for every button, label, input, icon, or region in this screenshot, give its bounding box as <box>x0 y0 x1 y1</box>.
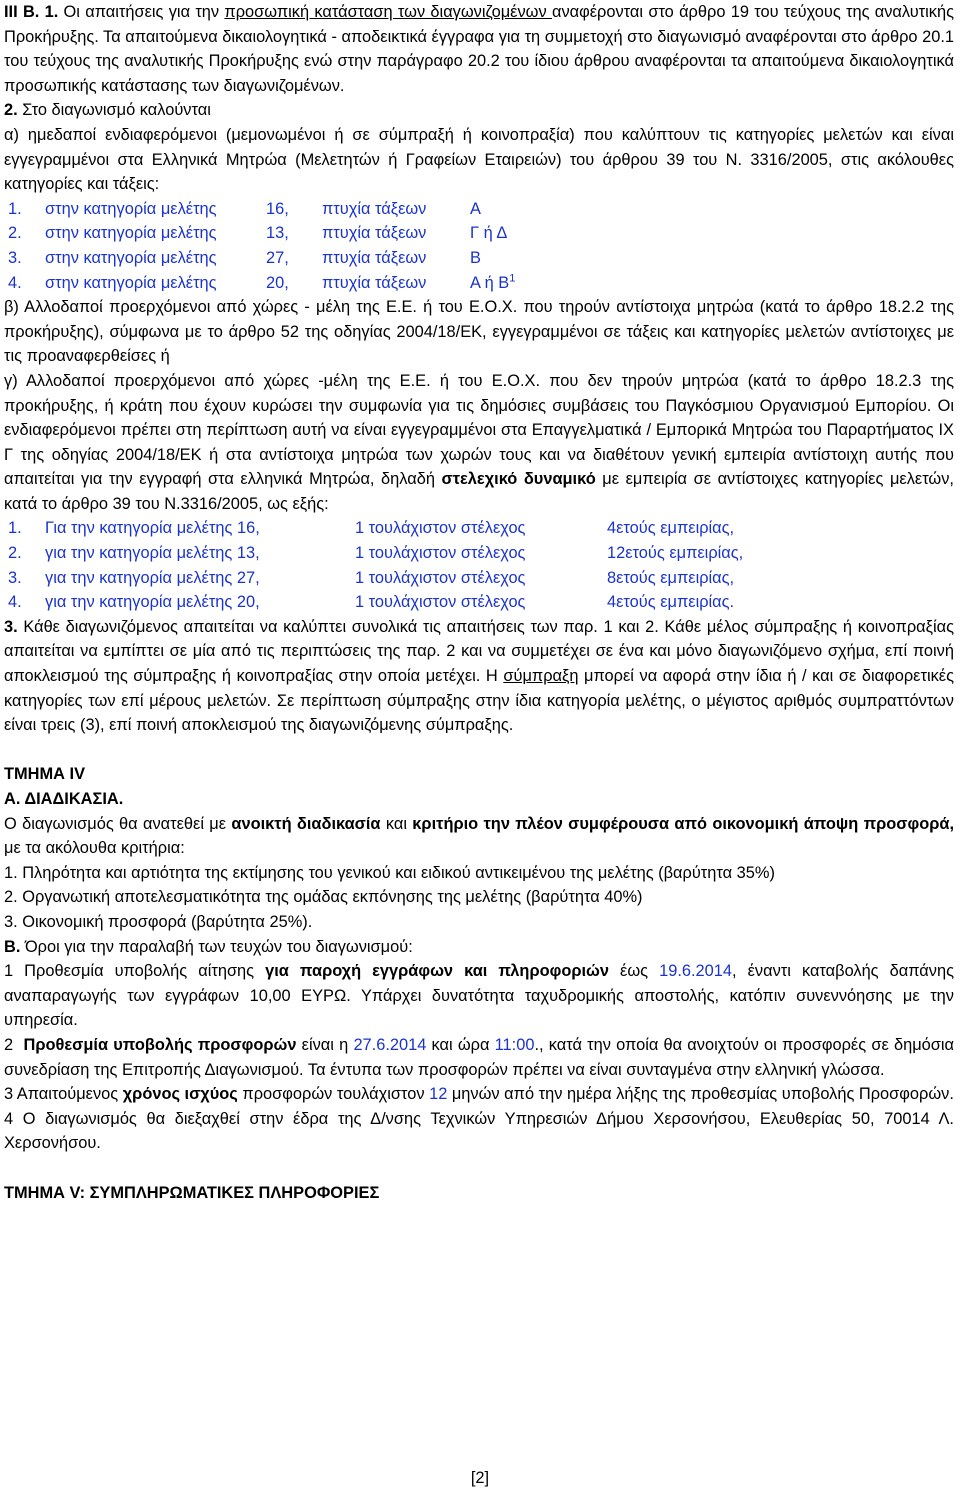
validity-months: 12 <box>429 1085 448 1104</box>
term-4: 4 Ο διαγωνισμός θα διεξαχθεί στην έδρα της Δ/νσης Τεχνικών Υπηρεσιών Δήμου Χερσονήσου, Ελευθερίας 50, 70014 Λ. Χερσονήσου. <box>4 1109 954 1153</box>
term-3: 3 Απαιτούμενος χρόνος ισχύος προσφορών τουλάχιστον 12 μηνών από την ημέρα λήξης της προθεσμίας υποβολής Προσφορών. <box>4 1085 954 1104</box>
section-b-heading: Β. Όροι για την παραλαβή των τευχών του διαγωνισμού: <box>4 937 413 956</box>
footnote-marker: 1 <box>509 272 516 285</box>
paragraph-domestic: α) ημεδαποί ενδιαφερόμενοι (μεμονωμένοι ή σε σύμπραξή ή κοινοπραξία) που καλύπτουν τις κατηγορίες μελετών και είναι εγγεγραμμένοι στα Ελληνικά Μητρώα (Μελετητών ή Γραφείων Εταιρειών) του άρθρου 39 του Ν. 3316/2005, στις ακόλουθες κατηγορίες και τάξεις: <box>4 125 954 194</box>
list-item: 3. για την κατηγορία μελέτης 27, 1 τουλάχιστον στέλεχος 8ετούς εμπειρίας, <box>8 568 735 587</box>
term-1: 1 Προθεσμία υποβολής αίτησης για παροχή εγγράφων και πληροφοριών έως 19.6.2014, έναντι καταβολής δαπάνης αναπαραγωγής των εγγράφων 10,00 ΕΥΡΩ. Υπάρχει δυνατότητα ταχυδρομικής αποστολής, κατόπιν συνεννόησης με την υπηρεσία. <box>4 962 954 1030</box>
list-item: 4. στην κατηγορία μελέτης 20, πτυχία τάξεων Α ή $B^1$ <box>8 272 516 292</box>
criterion-1: 1. Πληρότητα και αρτιότητα της εκτίμησης του γενικού και ειδικού αντικειμένου της μελέτης (βαρύτητα 35%) <box>4 863 775 882</box>
list-item: 3. στην κατηγορία μελέτης 27, πτυχία τάξεων Β <box>8 248 481 267</box>
deadline-time: 11:00 <box>494 1035 535 1054</box>
section-title-iv: ΤΜΗΜΑ IV <box>4 765 86 784</box>
page-number: [2] <box>470 1469 490 1487</box>
category-list <box>4 197 954 295</box>
section-title-procedure: Α. ΔΙΑΔΙΚΑΣΙΑ. <box>4 790 124 808</box>
section-title-v: ΤΜΗΜΑ V: ΣΥΜΠΛΗΡΩΜΑΤΙΚΕΣ ΠΛΗΡΟΦΟΡΙΕΣ <box>4 1183 380 1202</box>
deadline-date-documents: 19.6.2014 <box>659 962 733 981</box>
deadline-date-offers: 27.6.2014 <box>353 1035 427 1054</box>
criterion-2: 2. Οργανωτική αποτελεσματικότητα της ομάδας εκπόνησης της μελέτης (βαρύτητα 40%) <box>4 888 643 907</box>
paragraph-invited: 2. Στο διαγωνισμό καλούνται <box>4 101 211 120</box>
paragraph-personal-status: III Β. 1. Οι απαιτήσεις για την προσωπική κατάσταση των διαγωνιζομένων αναφέρονται στο άρθρο 19 του τεύχους της αναλυτικής Προκήρυξης. Τα απαιτούμενα δικαιολογητικά - αποδεικτικά έγγραφα για τη συμμετοχή στο διαγωνισμό αναφέρονται στο άρθρο 20.1 του τεύχους της αναλυτικής Προκήρυξης ενώ στην παράγραφο 20.2 του ίδιου άρθρου αναφέρονται τα απαιτούμενα δικαιολογητικά προσωπικής κατάστασης των διαγωνιζομένων. <box>4 3 955 95</box>
list-item: 4. για την κατηγορία μελέτης 20, 1 τουλάχιστον στέλεχος 4ετούς εμπειρίας. <box>8 593 735 612</box>
list-item: 1. Για την κατηγορία μελέτης 16, 1 τουλάχιστον στέλεχος 4ετούς εμπειρίας, <box>8 519 735 538</box>
list-item: 1. στην κατηγορία μελέτης 16, πτυχία τάξεων Α <box>8 199 481 218</box>
underlined-phrase: προσωπική κατάσταση των διαγωνιζομένων <box>224 3 552 21</box>
paragraph-award: Ο διαγωνισμός θα ανατεθεί με ανοικτή διαδικασία και κριτήριο την πλέον συμφέρουσα από οικονομική άποψη προσφορά, με τα ακόλουθα κριτήρια: <box>4 814 955 858</box>
section-heading-iii-b1: III Β. 1. <box>4 3 59 21</box>
paragraph-foreign-registered: β) Αλλοδαποί προερχόμενοι από χώρες - μέλη της Ε.Ε. ή του Ε.Ο.Χ. που τηρούν αντίστοιχα μητρώα (κατά το άρθρο 18.2.2 της προκήρυξης), σύμφωνα με το άρθρο 52 της οδηγίας 2004/18/ΕΚ, εγγεγραμμένοι σε τάξεις και κατηγορίες μελετών αντίστοιχες με τις προαναφερθείσες ή <box>4 298 954 366</box>
term-2: 2 Προθεσμία υποβολής προσφορών είναι η 27.6.2014 και ώρα 11:00., κατά την οποία θα ανοιχτούν οι προσφορές σε δημόσια συνεδρίαση της Επιτροπής Διαγωνισμού. Τα έντυπα των προσφορών πρέπει να είναι συνταγμένα στην ελληνική γλώσσα. <box>4 1035 954 1079</box>
list-item: 2. στην κατηγορία μελέτης 13, πτυχία τάξεων Γ ή Δ <box>8 224 508 243</box>
staff-list <box>4 516 954 614</box>
list-item: 2. για την κατηγορία μελέτης 13, 1 τουλάχιστον στέλεχος 12ετούς εμπειρίας, <box>8 544 744 563</box>
paragraph-partnership: 3. Κάθε διαγωνιζόμενος απαιτείται να καλύπτει συνολικά τις απαιτήσεις των παρ. 1 και 2. Κάθε μέλος σύμπραξης ή κοινοπραξίας απαιτείται να εμπίπτει σε μία από τις περιπτώσεις της παρ. 2 και να συμμετέχει σε ένα και μόνο διαγωνιζόμενο σχήμα, επί ποινή αποκλεισμού της σύμπραξης ή κοινοπραξίας στην οποία μετέχει. Η σύμπραξη μπορεί να αφορά στην ίδια ή / και σε διαφορετικές κατηγορίες των επί μέρους μελετών. Σε περίπτωση σύμπραξης στην ίδια κατηγορία μελέτης, ο μέγιστος αριθμός συμπραττόντων είναι τρεις (3), επί ποινή αποκλεισμού της διαγωνιζόμενης σύμπραξης. <box>4 617 955 735</box>
criterion-3: 3. Οικονομική προσφορά (βαρύτητα 25%). <box>4 912 313 931</box>
paragraph-foreign-unregistered: γ) Αλλοδαποί προερχόμενοι από χώρες -μέλη της Ε.Ε. ή του Ε.Ο.Χ. που δεν τηρούν μητρώα (κατά το άρθρο 18.2.3 της προκήρυξης, ή κράτη που έχουν κυρώσει την συμφωνία για τις δημόσιες συμβάσεις του Παγκόσμιου Οργανισμού Εμπορίου. Οι ενδιαφερόμενοι πρέπει στη περίπτωση αυτή να είναι εγγεγραμμένοι στα Επαγγελματικά / Εμπορικά Μητρώα του Παραρτήματος ΙΧ Γ της οδηγίας 2004/18/ΕΚ ή στα αντίστοιχα μητρώα των χωρών τους και να διαθέτουν γενική εμπειρία αντίστοιχη αυτής που απαιτείται για την εγγραφή στα ελληνικά Μητρώα, δηλαδή στελεχικό δυναμικό με εμπειρία σε αντίστοιχες κατηγορίες μελετών, κατά το άρθρο 39 του Ν.3316/2005, ως εξής: <box>4 371 954 513</box>
